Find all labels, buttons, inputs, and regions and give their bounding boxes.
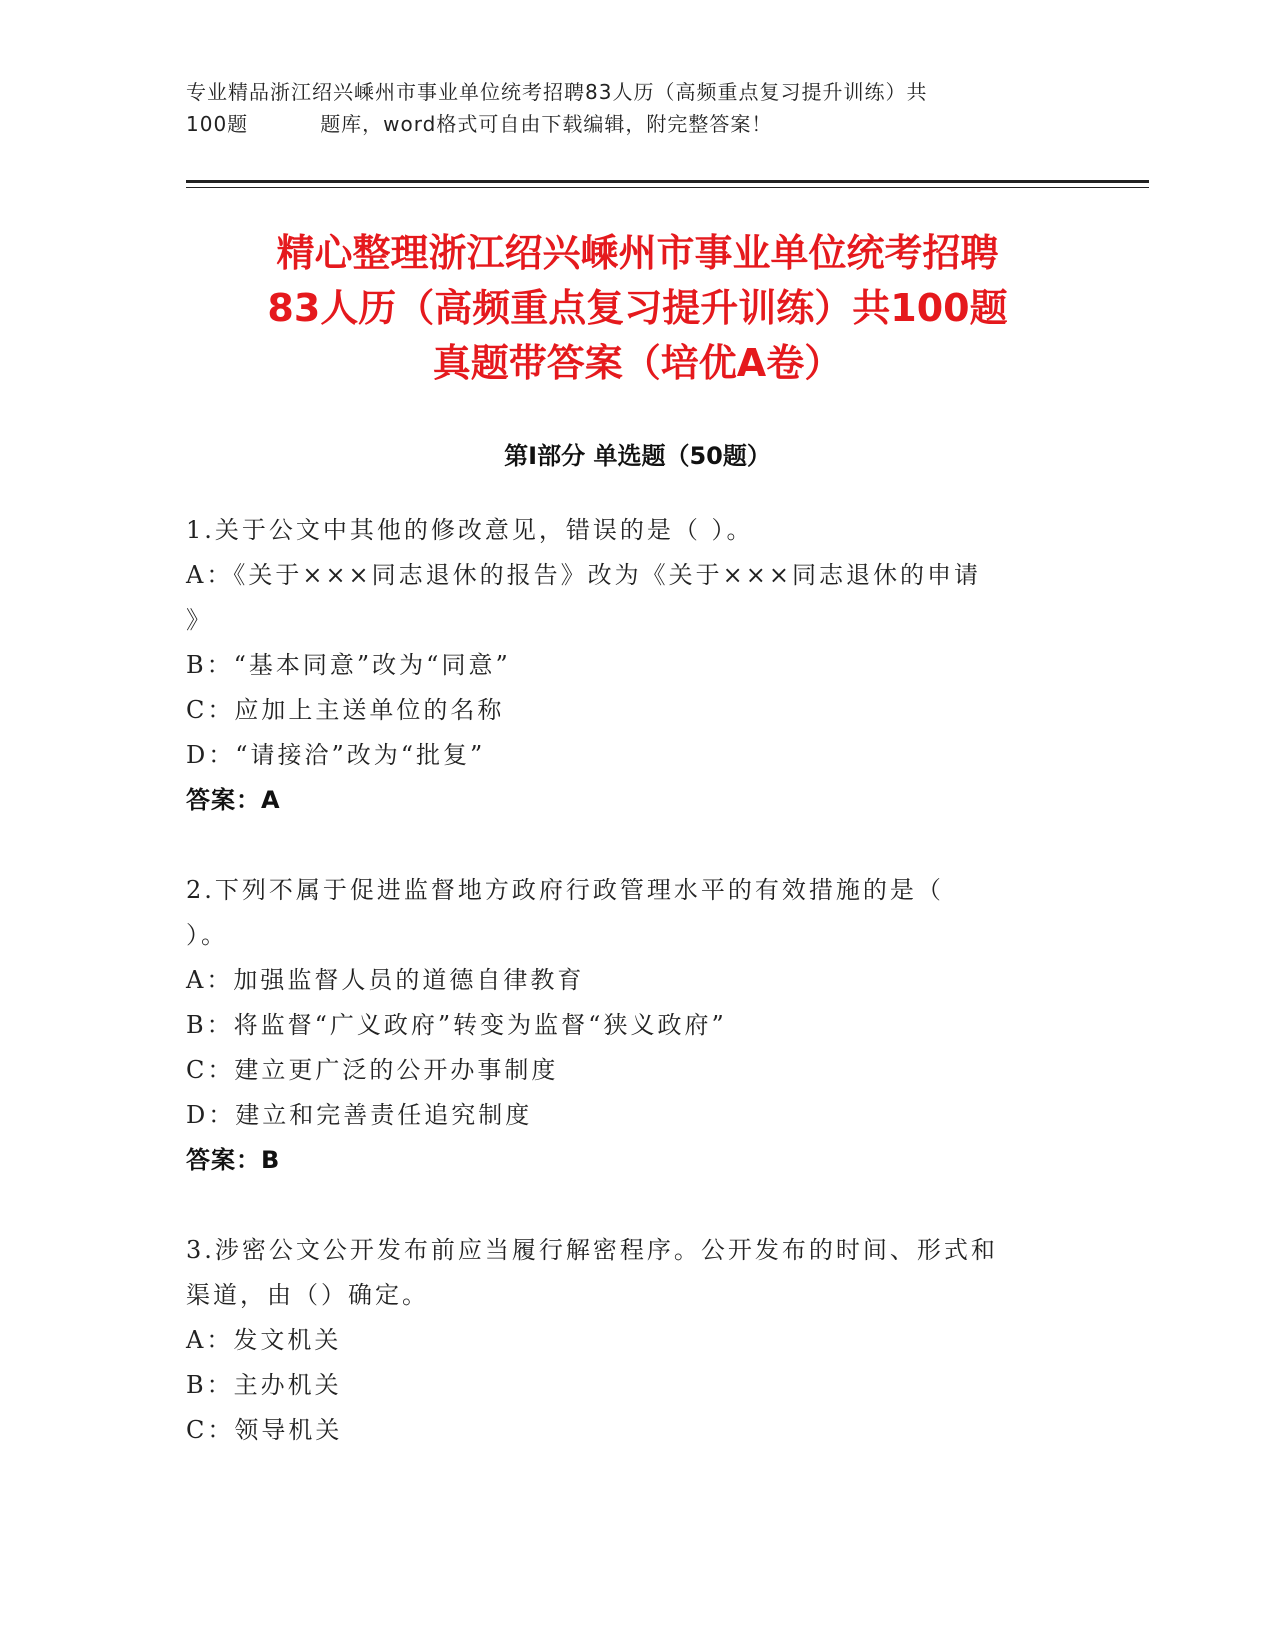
document-title-line2: 83人历（高频重点复习提升训练）共100题: [267, 286, 1008, 330]
option-a-continued: 》: [186, 606, 213, 634]
header-note-line1: 专业精品浙江绍兴嵊州市事业单位统考招聘83人历（高频重点复习提升训练）共: [186, 80, 928, 104]
option-b: B：主办机关: [186, 1371, 342, 1399]
answer: 答案：A: [186, 786, 281, 814]
answer: 答案：B: [186, 1146, 281, 1174]
option-d: D：“请接洽”改为“批复”: [186, 741, 486, 769]
header-note-count: 100题: [186, 112, 249, 136]
question-stem: 2.下列不属于促进监督地方政府行政管理水平的有效措施的是（: [186, 876, 944, 904]
header-divider-thick: [186, 180, 1149, 183]
option-b: B：将监督“广义政府”转变为监督“狭义政府”: [186, 1011, 727, 1039]
document-title-line3: 真题带答案（培优A卷）: [432, 341, 843, 385]
question-stem-continued: 渠道，由（）确定。: [186, 1281, 429, 1309]
option-a: A：加强监督人员的道德自律教育: [186, 966, 585, 994]
question-stem: 3.涉密公文公开发布前应当履行解密程序。公开发布的时间、形式和: [186, 1236, 998, 1264]
section-heading: 第Ⅰ部分 单选题（50题）: [504, 442, 771, 470]
document-title-line1: 精心整理浙江绍兴嵊州市事业单位统考招聘: [276, 231, 999, 275]
header-note: [186, 76, 1086, 140]
option-a: A：《关于×××同志退休的报告》改为《关于×××同志退休的申请: [186, 561, 981, 589]
question-3: [186, 1228, 1066, 1453]
question-stem-continued: ）。: [186, 921, 228, 949]
header-divider-thin: [186, 187, 1149, 188]
option-a: A：发文机关: [186, 1326, 342, 1354]
document-title: [150, 226, 1125, 391]
option-c: C：应加上主送单位的名称: [186, 696, 505, 724]
option-b: B：“基本同意”改为“同意”: [186, 651, 511, 679]
question-2: [186, 868, 1066, 1183]
question-1: [186, 508, 1066, 823]
header-note-line2: [186, 108, 1086, 140]
option-c: C：领导机关: [186, 1416, 343, 1444]
question-stem: 1.关于公文中其他的修改意见，错误的是（ ）。: [186, 516, 754, 544]
option-c: C：建立更广泛的公开办事制度: [186, 1056, 559, 1084]
header-note-description: 题库，word格式可自由下载编辑，附完整答案！: [320, 112, 773, 136]
option-d: D：建立和完善责任追究制度: [186, 1101, 533, 1129]
